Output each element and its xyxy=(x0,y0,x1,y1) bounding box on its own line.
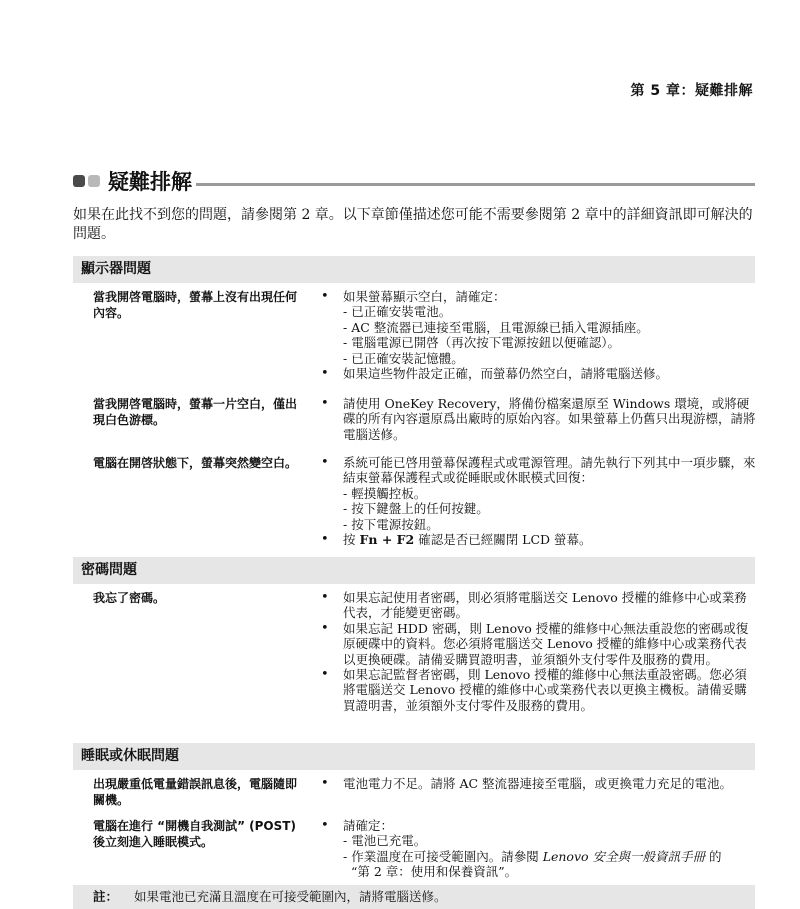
note-text: 如果電池已充滿且溫度在可接受範圍內，請將電腦送修。 xyxy=(134,889,447,904)
bullet-item: • 如果這些物件設定正確，而螢幕仍然空白，請將電腦送修。 xyxy=(317,366,757,381)
display-question-2: 當我開啓電腦時，螢幕一片空白，僅出現白色游標。 xyxy=(93,397,298,427)
bullet-item: • 如果忘記使用者密碼，則必須將電腦送交 Lenovo 授權的維修中心或業務代表，才能變更密碼。 xyxy=(317,590,757,621)
bullet-item xyxy=(317,532,757,547)
section-rule xyxy=(196,183,755,186)
sub-text-pre: - 作業溫度在可接受範圍內。請參閱 xyxy=(343,848,539,864)
sub-item: - AC 整流器已連接至電腦，且電源線已插入電源插座。 xyxy=(343,319,649,335)
note-label: 註： xyxy=(93,889,119,904)
sub-item: - 按下電源按鈕。 xyxy=(343,516,439,532)
bullet-item: • 請確定： xyxy=(317,818,757,833)
display-answer-3 xyxy=(317,455,757,547)
bullet-item: • 電池電力不足。請將 AC 整流器連接至電腦，或更換電力充足的電池。 xyxy=(317,776,757,791)
display-question-1: 當我開啓電腦時，螢幕上沒有出現任何內容。 xyxy=(93,290,298,320)
category-sleep: 睡眠或休眠問題 xyxy=(73,743,755,770)
manual-title: Lenovo 安全與一般資訊手冊 xyxy=(542,848,706,864)
bullet-text-pre: 按 xyxy=(343,532,356,548)
display-answer-1 xyxy=(317,289,757,381)
category-display: 顯示器問題 xyxy=(73,256,755,283)
display-answer-2 xyxy=(317,396,757,442)
bullet-item: • 如果忘記 HDD 密碼，則 Lenovo 授權的維修中心無法重設您的密碼或復原硬碟中的資料。您必須將電腦送交 Lenovo 授權的維修中心或業務代表以更換硬碟。請備妥購買證明書，並須額外支付零件及服務的費用。 xyxy=(317,621,757,667)
password-question-1: 我忘了密碼。 xyxy=(93,591,166,605)
section-square-dark-icon xyxy=(73,175,85,187)
sleep-question-1: 出現嚴重低電量錯誤訊息後，電腦隨即關機。 xyxy=(93,777,298,807)
sub-item xyxy=(317,849,757,864)
sub-item: - 電腦電源已開啓（再次按下電源按鈕以便確認）。 xyxy=(343,335,620,351)
sub-item: - 按下鍵盤上的任何按鍵。 xyxy=(343,501,489,517)
section-square-light-icon xyxy=(88,175,100,187)
sub-item: - 電池已充電。 xyxy=(343,833,427,849)
display-question-3: 電腦在開啓狀態下，螢幕突然變空白。 xyxy=(93,456,298,470)
section-title: 疑難排解 xyxy=(108,170,192,194)
bullet-item: • 如果忘記監督者密碼，則 Lenovo 授權的維修中心無法重設密碼。您必須將電腦送交 Lenovo 授權的維修中心或業務代表以更換主機板。請備妥購買證明書，並須額外支付零件及服務的費用。 xyxy=(317,667,757,713)
password-answer-1 xyxy=(317,590,757,713)
sub-text-post: 的 xyxy=(709,848,722,864)
category-password: 密碼問題 xyxy=(73,557,755,584)
sleep-question-2: 電腦在進行 “開機自我測試” (POST) 後立刻進入睡眠模式。 xyxy=(93,819,296,849)
note-bar xyxy=(73,885,755,909)
bullet-item: • 請使用 OneKey Recovery，將備份檔案還原至 Windows 環境，或將硬碟的所有內容還原爲出廠時的原始內容。如果螢幕上仍舊只出現游標，請將電腦送修。 xyxy=(317,396,757,442)
chapter-header: 第 5 章：疑難排解 xyxy=(630,83,753,99)
sleep-answer-1 xyxy=(317,776,757,791)
sub-item: - 輕摸觸控板。 xyxy=(343,485,427,501)
sub-item: “第 2 章：使用和保養資訊”。 xyxy=(351,864,518,880)
section-heading xyxy=(73,168,755,194)
sleep-answer-2 xyxy=(317,818,757,880)
intro-paragraph: 如果在此找不到您的問題，請參閱第 2 章。以下章節僅描述您可能不需要參閱第 2 章中的詳細資訊即可解決的問題。 xyxy=(73,207,753,242)
sub-item: - 已正確安裝電池。 xyxy=(343,304,452,320)
sub-item: - 已正確安裝記憶體。 xyxy=(343,350,464,366)
fn-f2-key: Fn + F2 xyxy=(359,532,415,548)
bullet-item: • 如果螢幕顯示空白，請確定： xyxy=(317,289,757,304)
bullet-text-post: 確認是否已經關閉 LCD 螢幕。 xyxy=(418,532,592,548)
bullet-item: • 系統可能已啓用螢幕保護程式或電源管理。請先執行下列其中一項步驟，來結束螢幕保護程式或從睡眠或休眠模式回復： xyxy=(317,455,757,486)
